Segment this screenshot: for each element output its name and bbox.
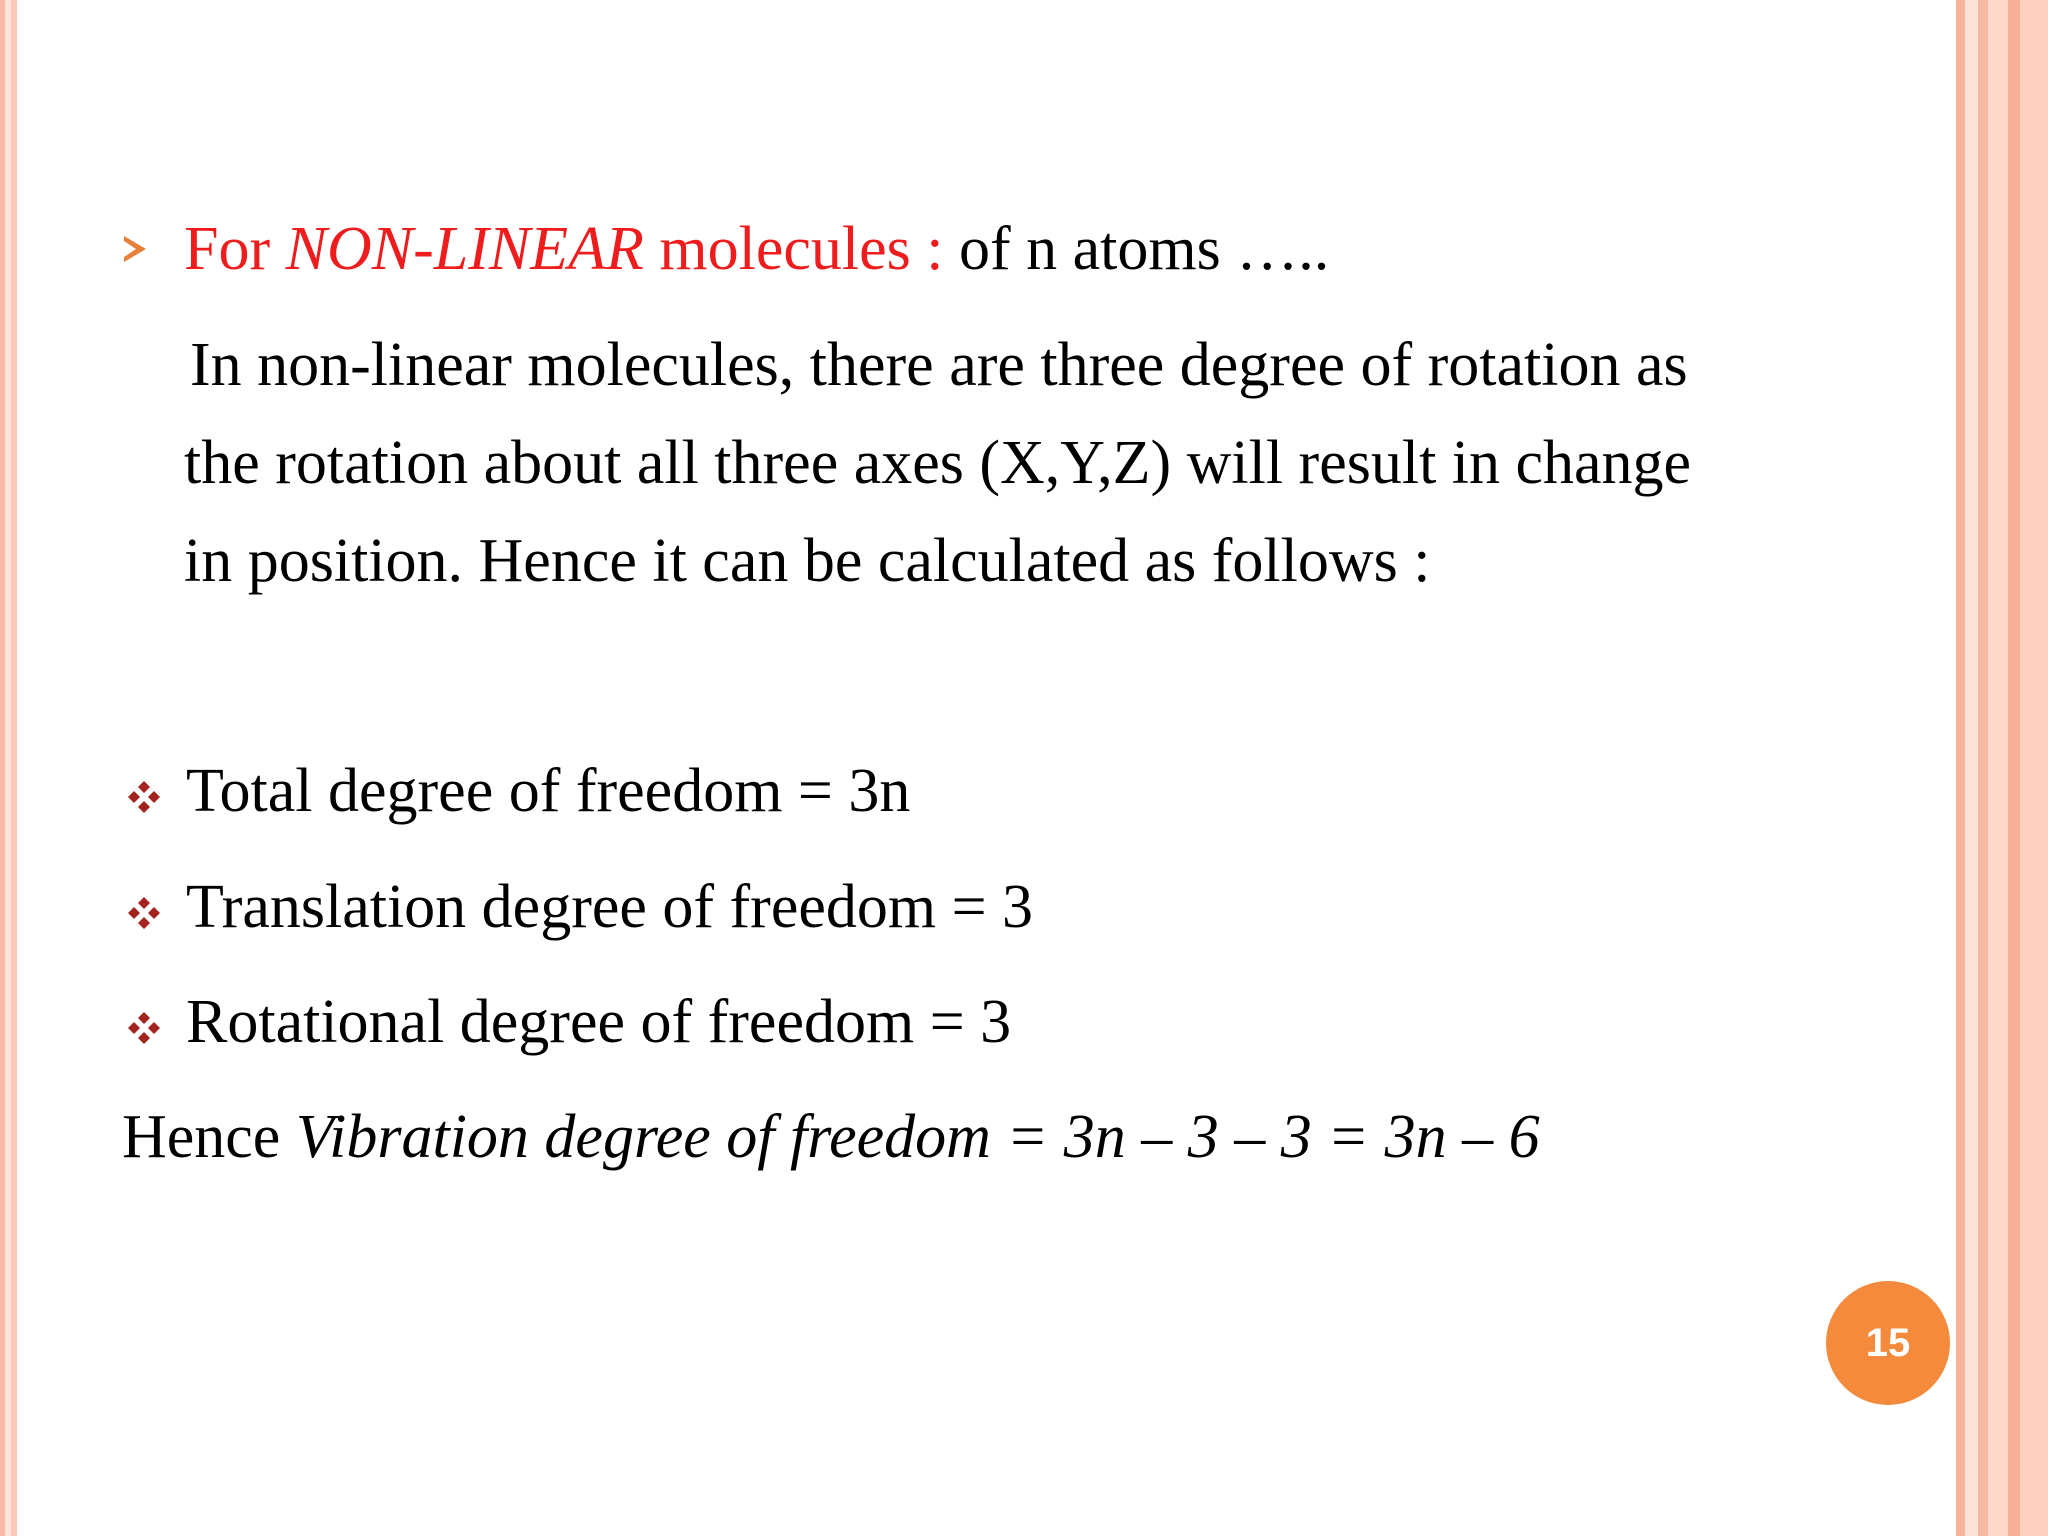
- diamond-cluster-icon: [124, 1008, 164, 1048]
- left-border-decoration: [0, 0, 22, 1536]
- conclusion-prefix: Hence: [122, 1103, 296, 1171]
- heading: [184, 212, 1329, 286]
- heading-non-linear: NON-LINEAR: [285, 215, 644, 283]
- paragraph-line-2: the rotation about all three axes (X,Y,Z) will result in change: [184, 429, 1692, 497]
- heading-for: For: [184, 215, 286, 283]
- paragraph-line-1: In non-linear molecules, there are three degree of rotation as: [190, 331, 1688, 399]
- diamond-cluster-icon: [124, 893, 164, 933]
- heading-atoms: of n atoms …..: [958, 215, 1330, 283]
- heading-molecules: molecules :: [643, 215, 959, 283]
- page-number-badge: 15: [1826, 1281, 1950, 1405]
- right-border-decoration: [1956, 0, 2048, 1536]
- bullet-translation-dof: Translation degree of freedom = 3: [186, 873, 1034, 941]
- diamond-cluster-icon: [124, 777, 164, 817]
- bullet-rotational-dof: Rotational degree of freedom = 3: [186, 988, 1012, 1056]
- vibration-formula: Vibration degree of freedom = 3n – 3 – 3 = 3n – 6: [295, 1103, 1540, 1171]
- arrow-right-icon: [124, 236, 146, 262]
- paragraph-line-3: in position. Hence it can be calculated as follows :: [184, 527, 1431, 595]
- conclusion: [122, 1100, 1540, 1174]
- bullet-total-dof: Total degree of freedom = 3n: [186, 757, 911, 825]
